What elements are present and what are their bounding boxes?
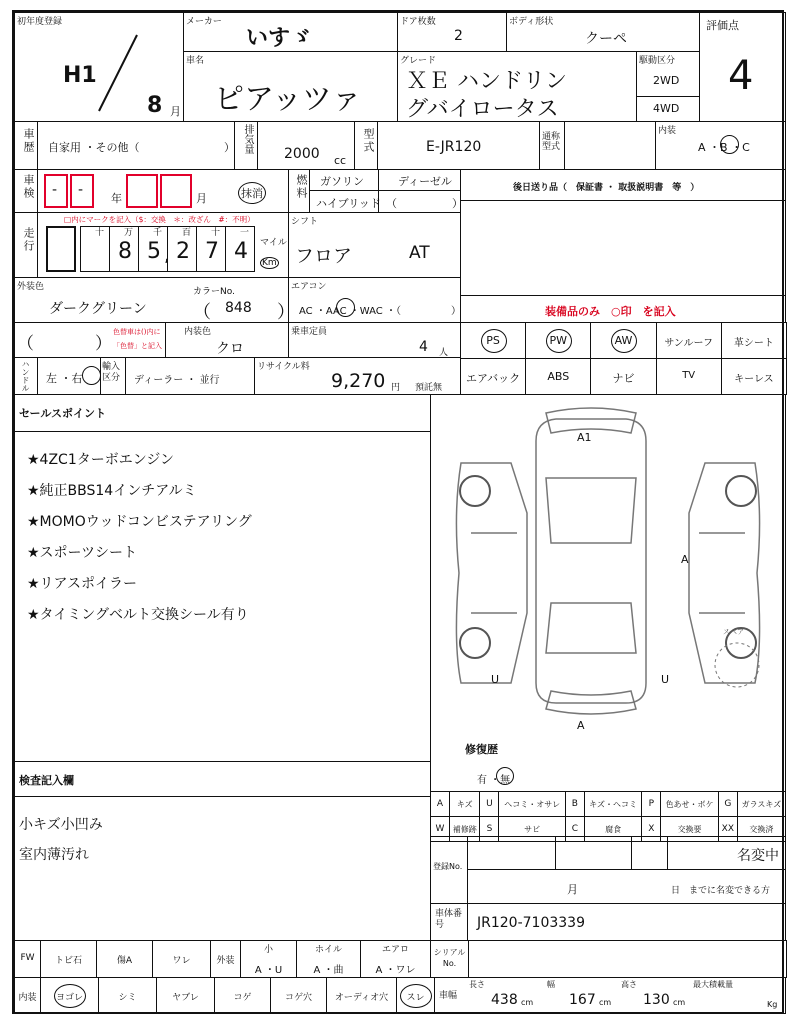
doors-label: ドア枚数 bbox=[400, 17, 436, 27]
sales-points-title: セールスポイント bbox=[19, 407, 107, 420]
chassis-number: JR120-7103339 bbox=[477, 915, 585, 931]
odometer-digit: 7 bbox=[205, 239, 219, 264]
interior-color-cell bbox=[165, 322, 289, 358]
damage-mark-a-rear: A bbox=[577, 719, 585, 732]
legend-cell: 腐食 bbox=[584, 817, 641, 842]
grade-line2: グバイロータス bbox=[406, 97, 559, 122]
equipment-label: サンルーフ bbox=[664, 338, 714, 349]
color-no-close: ） bbox=[277, 302, 295, 323]
grade-cell bbox=[397, 51, 637, 122]
dim-label: 幅 bbox=[547, 980, 555, 989]
legend-cell: XX bbox=[718, 817, 737, 842]
spare-label: スペア bbox=[723, 628, 744, 636]
body-value: クーペ bbox=[585, 31, 627, 47]
odometer-digit: 2 bbox=[176, 239, 190, 264]
displacement-label: 排気量 bbox=[242, 124, 253, 154]
equipment-cell bbox=[525, 358, 591, 395]
car-diagram bbox=[431, 403, 785, 733]
first-registration-label: 初年度登録 bbox=[17, 17, 63, 27]
odometer-unit-label: 万 bbox=[124, 228, 134, 238]
dim-unit: cm bbox=[673, 998, 686, 1007]
equipment-label: PS bbox=[486, 334, 500, 347]
bottom-cell bbox=[96, 940, 153, 978]
interior-selected-circle bbox=[720, 135, 739, 154]
bottom-cell-text: コゲ bbox=[233, 993, 252, 1003]
later-docs-cell bbox=[460, 169, 786, 201]
bottom-cell bbox=[326, 977, 397, 1014]
legend-cell: X bbox=[642, 817, 661, 842]
exterior-color-cell bbox=[14, 277, 295, 323]
registration-month-unit: 月 bbox=[567, 883, 578, 896]
color-change-note1: 色替車は()内に bbox=[113, 328, 161, 336]
handle-cell bbox=[37, 357, 101, 395]
damage-mark-u-right: U bbox=[661, 673, 670, 686]
expired-mark: 抹消 bbox=[238, 182, 266, 204]
odometer-comma: , bbox=[164, 245, 170, 266]
rating-cell bbox=[699, 12, 786, 122]
bottom-cell bbox=[152, 940, 211, 978]
inspection-cell bbox=[37, 169, 289, 213]
chassis-cell bbox=[430, 903, 786, 941]
doors-cell bbox=[397, 12, 507, 52]
inspection-label: 車検 bbox=[22, 174, 35, 200]
type-label: 型式 bbox=[362, 128, 375, 154]
displacement-label-cell bbox=[234, 121, 258, 170]
registration-cell bbox=[430, 836, 786, 904]
sales-point-item: ★スポーツシート bbox=[27, 545, 137, 561]
shift-cell bbox=[288, 212, 461, 278]
bottom-cell bbox=[156, 977, 215, 1014]
sales-point-item: ★MOMOウッドコンビステアリング bbox=[27, 514, 252, 530]
bottom-cell-text: ワレ bbox=[172, 956, 191, 966]
history-cell bbox=[37, 121, 235, 170]
import-label: 輸入区分 bbox=[102, 362, 121, 383]
legend-cell: P bbox=[642, 792, 661, 817]
equipment-header-cell bbox=[460, 295, 786, 323]
later-docs-area bbox=[460, 200, 786, 296]
equipment-label: キーレス bbox=[734, 374, 774, 385]
equipment-label: AW bbox=[614, 334, 633, 347]
bottom-cell-bottom: A ・U bbox=[254, 965, 283, 976]
handle-label: ハンドル bbox=[21, 360, 30, 392]
bottom-cell bbox=[396, 977, 435, 1014]
recycle-unit: 円 bbox=[391, 383, 401, 393]
legend-cell: キズ・ヘコミ bbox=[584, 792, 641, 817]
sales-point-item: ★4ZC1ターボエンジン bbox=[27, 452, 175, 468]
equipment-label: ABS bbox=[547, 370, 570, 383]
drive-4wd: 4WD bbox=[653, 102, 680, 115]
fuel-diesel: ディーゼル bbox=[398, 175, 452, 188]
bottom-cell-top: 小 bbox=[263, 945, 273, 955]
recycle-label: リサイクル料 bbox=[257, 362, 310, 372]
legend-cell: サビ bbox=[499, 817, 565, 842]
dimensions-cell bbox=[434, 977, 786, 1014]
equipment-label: エアバック bbox=[466, 372, 521, 385]
common-type-cell bbox=[564, 121, 656, 170]
displacement-value: 2000 bbox=[284, 146, 320, 162]
later-docs-text: 後日送り品（ 保証書 ・ 取扱説明書 等 ） bbox=[513, 183, 700, 193]
dim-value: 167 bbox=[569, 992, 596, 1008]
dim-label: 長さ bbox=[469, 980, 485, 989]
auction-sheet bbox=[12, 10, 784, 1014]
bottom-cell bbox=[468, 940, 787, 978]
equipment-cell bbox=[656, 322, 722, 359]
name-change-label: 名変中 bbox=[737, 848, 779, 864]
dim-unit: cm bbox=[521, 998, 534, 1007]
grade-label: グレード bbox=[400, 56, 437, 66]
equipment-header: 装備品のみ ○印 を記入 bbox=[545, 305, 676, 318]
registration-day-note: 日 までに名変できる方 bbox=[671, 886, 771, 896]
fuel-cell bbox=[309, 169, 461, 213]
load-label: 最大積載量 bbox=[693, 980, 733, 989]
equipment-cell bbox=[460, 322, 526, 359]
odometer-digit: 8 bbox=[118, 239, 132, 264]
recycle-deposit: 預託無 bbox=[415, 383, 443, 393]
inspection-dash1: - bbox=[52, 182, 58, 198]
exterior-color-value: ダークグリーン bbox=[49, 301, 147, 317]
sales-point-item: ★リアスポイラー bbox=[27, 576, 137, 592]
common-type-label: 通称型式 bbox=[542, 132, 561, 152]
bottom-cell-text: オーディオ穴 bbox=[334, 993, 389, 1003]
capacity-label: 乗車定員 bbox=[291, 327, 328, 337]
legend-row bbox=[431, 792, 786, 817]
legend-cell: ガラスキズ bbox=[737, 792, 785, 817]
aircon-selected-circle bbox=[336, 298, 355, 317]
inspection-notes-title: 検査記入欄 bbox=[19, 774, 74, 787]
inspection-month-unit: 月 bbox=[196, 192, 207, 205]
dim-value: 438 bbox=[491, 992, 518, 1008]
equipment-cell bbox=[525, 322, 591, 359]
car-diagram-cell bbox=[430, 394, 786, 792]
odometer-unit-label: 千 bbox=[153, 228, 163, 238]
bottom-cell bbox=[210, 940, 241, 978]
mile-label: マイル bbox=[260, 238, 287, 248]
damage-mark-a-right: A bbox=[681, 553, 689, 566]
bottom-cell bbox=[14, 940, 41, 978]
legend-cell: W bbox=[431, 817, 450, 842]
dim-value: 130 bbox=[643, 992, 670, 1008]
legend-cell: 色あせ・ボケ bbox=[661, 792, 719, 817]
exterior-color-label: 外装色 bbox=[17, 282, 45, 292]
aircon-label: エアコン bbox=[291, 282, 327, 292]
mileage-note: □内にマークを記入（$：交換 ＊：改ざん #：不明） bbox=[64, 215, 255, 224]
legend-cell: キズ bbox=[450, 792, 480, 817]
bottom-cell-text: トビ石 bbox=[54, 956, 82, 966]
repair-history-label: 修復歴 bbox=[465, 743, 498, 756]
color-no-label: カラーNo. bbox=[193, 287, 235, 297]
legend-cell: A bbox=[431, 792, 450, 817]
bottom-cell bbox=[14, 977, 41, 1014]
bottom-cell-text: 傷A bbox=[116, 956, 133, 966]
odometer-unit-label: 百 bbox=[182, 228, 192, 238]
mileage-mark-box bbox=[46, 226, 76, 272]
repair-none-circle bbox=[496, 767, 514, 785]
first-registration-cell bbox=[14, 12, 184, 122]
legend-cell: 補修跡 bbox=[450, 817, 480, 842]
bottom-cell bbox=[40, 940, 97, 978]
equipment-cell bbox=[721, 322, 787, 359]
color-change-open: （ bbox=[17, 334, 34, 354]
registration-era: H1 bbox=[63, 63, 97, 88]
mileage-cell bbox=[37, 212, 289, 278]
legend-cell: U bbox=[480, 792, 499, 817]
odometer-unit-label: 十 bbox=[95, 228, 105, 238]
maker-label: メーカー bbox=[186, 17, 222, 27]
type-value: E-JR120 bbox=[426, 139, 482, 155]
odometer-digit: 4 bbox=[234, 239, 248, 264]
bottom-cell bbox=[270, 977, 327, 1014]
bottom-cell bbox=[98, 977, 157, 1014]
equipment-cell bbox=[460, 358, 526, 395]
color-no-open: （ bbox=[193, 302, 211, 323]
grade-line1: ＸＥ ハンドリン bbox=[406, 69, 567, 94]
repair-history-options: 有 ・無 bbox=[477, 775, 511, 786]
month-unit: 月 bbox=[170, 105, 181, 118]
capacity-unit: 人 bbox=[439, 348, 449, 358]
bottom-cell-text: シリアルNo. bbox=[433, 948, 466, 968]
fuel-label: 燃料 bbox=[295, 174, 308, 200]
bottom-cell-text: FW bbox=[20, 953, 35, 963]
legend-cell: S bbox=[480, 817, 499, 842]
doors-value: 2 bbox=[454, 28, 463, 44]
bottom-cell-text: 外装 bbox=[216, 956, 235, 966]
bottom-cell-text: シミ bbox=[118, 993, 137, 1003]
fuel-gasoline: ガソリン bbox=[320, 175, 364, 188]
bottom-cell-text: ヨゴレ bbox=[55, 993, 83, 1003]
fuel-label-cell bbox=[288, 169, 310, 213]
dim-label: 高さ bbox=[621, 980, 637, 989]
legend-cell: G bbox=[718, 792, 737, 817]
transmission-value: AT bbox=[409, 243, 430, 263]
equipment-grid bbox=[460, 322, 786, 394]
bottom-row-interior bbox=[14, 977, 786, 1014]
damage-mark-a1: A1 bbox=[577, 431, 592, 444]
equipment-label: TV bbox=[682, 370, 696, 381]
aircon-options: AC ・AAC ・WAC ・（ ） bbox=[299, 306, 461, 317]
km-label: Km bbox=[262, 258, 277, 268]
bottom-cell-text: スレ bbox=[406, 993, 425, 1003]
sales-points-cell bbox=[14, 394, 431, 762]
drive-2wd: 2WD bbox=[653, 74, 680, 87]
legend-cell: 交換要 bbox=[661, 817, 719, 842]
damage-mark-u-left: U bbox=[491, 673, 500, 686]
recycle-cell bbox=[254, 357, 461, 395]
load-unit: Kg bbox=[767, 1000, 778, 1009]
odometer-digit: 5 bbox=[147, 239, 161, 264]
equipment-label: PW bbox=[549, 334, 568, 347]
inspection-year-unit: 年 bbox=[111, 192, 122, 205]
inspection-note-1: 小キズ小凹み bbox=[19, 817, 103, 833]
damage-legend bbox=[430, 791, 786, 842]
odometer-unit-label: 一 bbox=[240, 228, 250, 238]
handle-label-cell bbox=[14, 357, 38, 395]
interior-grade-options: A ・B ・C bbox=[698, 141, 750, 154]
interior-grade-cell bbox=[655, 121, 786, 170]
aircon-cell bbox=[288, 277, 461, 323]
displacement-cell bbox=[257, 121, 355, 170]
equipment-cell bbox=[656, 358, 722, 395]
bottom-cell bbox=[360, 940, 431, 978]
dim-unit: cm bbox=[599, 998, 612, 1007]
import-cell bbox=[125, 357, 255, 395]
bottom-cell-top: エアロ bbox=[381, 945, 409, 955]
maker-cell bbox=[183, 12, 398, 52]
sales-point-item: ★タイミングベルト交換シール有り bbox=[27, 607, 249, 623]
equipment-label: 革シート bbox=[733, 338, 774, 349]
odometer-unit-label: 十 bbox=[211, 228, 221, 238]
legend-cell: B bbox=[565, 792, 584, 817]
mileage-label-cell bbox=[14, 212, 38, 278]
recycle-fee: 9,270 bbox=[331, 370, 386, 392]
type-cell bbox=[377, 121, 540, 170]
color-change-close: ） bbox=[95, 334, 112, 354]
fuel-other: （ ） bbox=[386, 197, 463, 210]
bottom-cell bbox=[40, 977, 99, 1014]
interior-grade-label: 内装 bbox=[658, 126, 677, 136]
equipment-label: ナビ bbox=[612, 372, 635, 385]
common-type-label-cell bbox=[539, 121, 565, 170]
body-cell bbox=[506, 12, 700, 52]
bottom-cell-text: 内装 bbox=[18, 993, 37, 1003]
body-label: ボディ形状 bbox=[509, 17, 554, 27]
color-no-value: 848 bbox=[225, 300, 252, 316]
history-label: 車歴 bbox=[22, 128, 35, 154]
handle-options: 左 ・右 bbox=[46, 372, 83, 385]
color-change-note2: 「色替」と記入 bbox=[113, 342, 162, 350]
capacity-cell bbox=[288, 322, 461, 358]
model-cell bbox=[183, 51, 398, 122]
inspection-label-cell bbox=[14, 169, 38, 213]
rating-label: 評価点 bbox=[706, 19, 739, 32]
equipment-cell bbox=[721, 358, 787, 395]
inspection-note-2: 室内薄汚れ bbox=[19, 847, 89, 863]
inspection-notes-cell bbox=[14, 761, 431, 941]
dims-label: 車幅 bbox=[439, 991, 458, 1001]
history-text: 自家用 ・その他（ bbox=[48, 141, 140, 154]
displacement-unit: cc bbox=[334, 154, 347, 167]
bottom-row-fw bbox=[14, 940, 786, 978]
registration-label: 登録No. bbox=[433, 862, 463, 871]
drive-label: 駆動区分 bbox=[639, 56, 676, 66]
slash-mark bbox=[95, 33, 145, 113]
import-options: ディーラー ・ 並行 bbox=[134, 375, 220, 386]
shift-value: フロア bbox=[295, 245, 353, 267]
model-label: 車名 bbox=[186, 56, 205, 66]
bottom-cell-text: コゲ穴 bbox=[284, 993, 312, 1003]
bottom-cell-text: ヤブレ bbox=[172, 993, 199, 1003]
type-label-cell bbox=[354, 121, 378, 170]
sales-point-item: ★純正BBS14インチアルミ bbox=[27, 483, 197, 499]
import-label-cell bbox=[100, 357, 126, 395]
interior-color-value: クロ bbox=[216, 341, 244, 357]
bottom-cell bbox=[214, 977, 271, 1014]
rating-value: 4 bbox=[728, 53, 754, 99]
registration-month: 8 bbox=[147, 93, 163, 118]
bottom-cell-bottom: A ・曲 bbox=[313, 965, 344, 976]
bottom-cell-top: ホイル bbox=[314, 945, 342, 955]
chassis-label: 車体番号 bbox=[435, 909, 463, 930]
fuel-hybrid: ハイブリッド bbox=[316, 197, 381, 210]
bottom-cell bbox=[240, 940, 297, 978]
handle-right-circle bbox=[82, 366, 101, 385]
shift-label: シフト bbox=[291, 217, 319, 227]
mileage-label: 走行 bbox=[22, 227, 35, 253]
inspection-dash2: - bbox=[78, 182, 84, 198]
history-close: ） bbox=[224, 141, 235, 154]
interior-color-label: 内装色 bbox=[184, 327, 212, 337]
history-label-cell bbox=[14, 121, 38, 170]
equipment-cell bbox=[590, 358, 656, 395]
legend-cell: 交換済 bbox=[737, 817, 785, 842]
color-change-cell bbox=[14, 322, 166, 358]
maker-value: いすゞ bbox=[246, 26, 313, 51]
model-value: ピアッツァ bbox=[214, 82, 362, 117]
legend-cell: C bbox=[565, 817, 584, 842]
bottom-cell bbox=[430, 940, 469, 978]
legend-cell: ヘコミ・オサレ bbox=[499, 792, 565, 817]
drive-cell bbox=[636, 51, 700, 122]
bottom-cell bbox=[296, 940, 361, 978]
bottom-cell-bottom: A ・ワレ bbox=[375, 965, 416, 976]
capacity-value: 4 bbox=[419, 339, 428, 355]
equipment-cell bbox=[590, 322, 656, 359]
